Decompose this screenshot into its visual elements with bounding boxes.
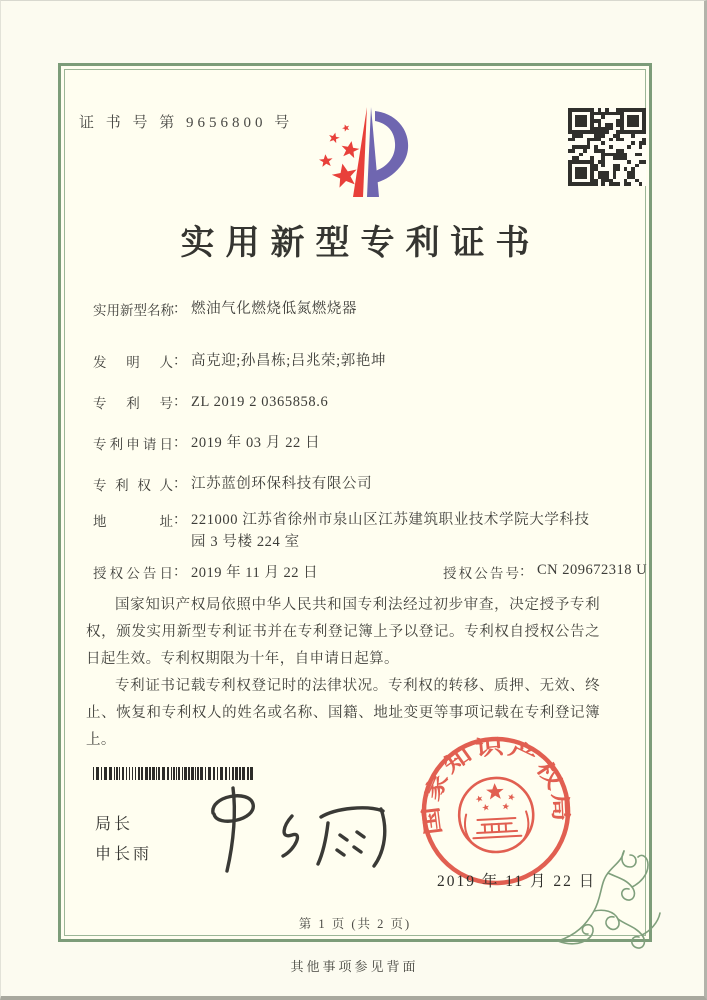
field-label: 发明人 (93, 355, 173, 370)
svg-text:国家知识产权局 (418, 733, 574, 836)
colon: ： (519, 565, 533, 580)
field-label: 专利权人 (93, 478, 173, 493)
signer-title: 局长 (95, 816, 134, 833)
colon: ： (173, 565, 187, 580)
page-number: 第 1 页 (共 2 页) (298, 917, 412, 931)
legal-paragraph-2: 专利证书记载专利权登记时的法律状况。专利权的转移、质押、无效、终止、恢复和专利权人的姓名或名称、国籍、地址变更等事项记载在专利登记簿上。 (86, 678, 600, 748)
qr-code-icon (568, 108, 646, 186)
signer-name: 申长雨 (95, 846, 153, 863)
colon: ： (173, 477, 187, 492)
seal-date: 2019 年 11 月 22 日 (437, 873, 597, 890)
grant-number-value: CN 209672318 U (537, 562, 648, 578)
barcode-icon (93, 767, 257, 780)
field-label: 专利申请日 (93, 437, 173, 452)
field-value: 江苏蓝创环保科技有限公司 (191, 476, 373, 492)
field-value: ZL 2019 2 0365858.6 (191, 394, 329, 410)
field-row-address (93, 509, 599, 553)
field-label: 地址 (93, 514, 173, 529)
field-value: 221000 江苏省徐州市泉山区江苏建筑职业技术学院大学科技园 3 号楼 224 室 (191, 512, 590, 550)
field-label: 实用新型名称 (93, 303, 174, 318)
field-label: 授权公告日 (93, 566, 173, 581)
legal-paragraph-1: 国家知识产权局依照中华人民共和国专利法经过初步审查，决定授予专利权，颁发实用新型专利证书并在专利登记簿上予以登记。专利权自授权公告之日起生效。专利权期限为十年，自申请日起算。 (86, 597, 600, 667)
field-value: 高克迎;孙昌栋;吕兆荣;郭艳坤 (191, 353, 387, 369)
colon: ： (173, 354, 187, 369)
seal-text: 国家知识产权局 (419, 734, 573, 837)
corner-flourish-icon (556, 839, 666, 964)
back-side-note: 其他事项参见背面 (290, 959, 419, 974)
field-row-patentee (93, 473, 599, 495)
field-row-name (93, 298, 599, 320)
certificate-title: 实用新型专利证书 (180, 225, 541, 262)
colon: ： (173, 395, 187, 410)
field-value: 2019 年 03 月 22 日 (191, 435, 321, 451)
colon: ： (173, 436, 187, 451)
field-row-filing-date (93, 432, 599, 454)
colon: ： (173, 302, 187, 317)
certificate-number: 证 书 号 第 9656800 号 (79, 115, 294, 131)
field-value: 燃油气化燃烧低氮燃烧器 (191, 301, 358, 317)
grant-date-value: 2019 年 11 月 22 日 (191, 565, 319, 581)
legal-text (86, 592, 600, 754)
field-row-patent-number (93, 391, 599, 413)
field-label: 授权公告号 (443, 566, 519, 581)
field-row-grant (93, 561, 648, 582)
field-label: 专利号 (93, 396, 173, 411)
signature-icon (197, 783, 407, 880)
colon: ： (173, 513, 187, 528)
grant-number-pair (443, 561, 647, 582)
cnipa-logo-icon (293, 101, 413, 208)
field-row-inventors (93, 350, 599, 372)
